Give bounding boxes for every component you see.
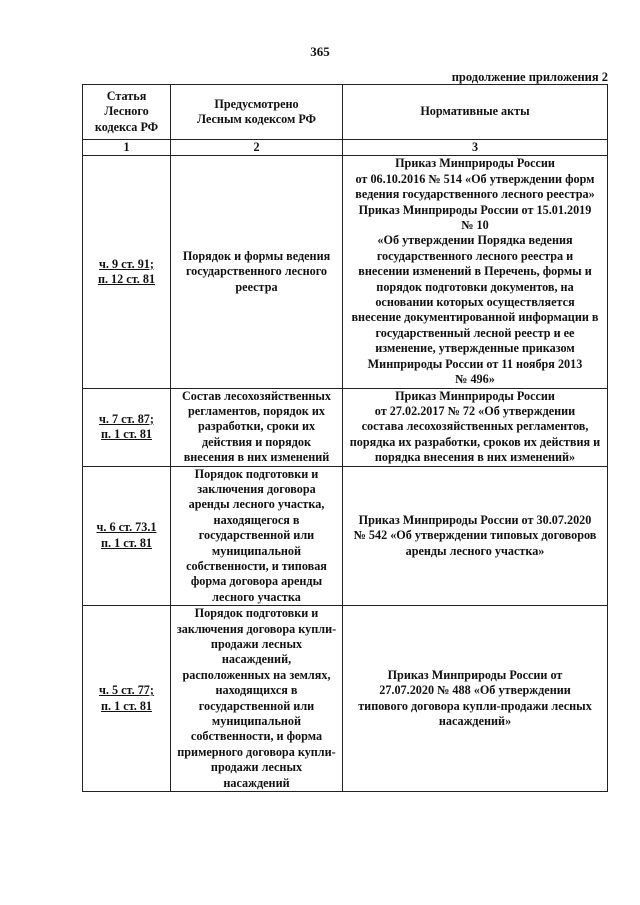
text-line: Приказ Минприроды России от 15.01.2019: [358, 202, 592, 217]
text-line: собственности, и типовая: [186, 558, 327, 573]
text-line: насаждений»: [438, 714, 512, 729]
article-link[interactable]: ч. 6 ст. 73.1: [96, 520, 157, 535]
text-line: Приказ Минприроды России от 30.07.2020: [358, 512, 592, 527]
acts-cell: [343, 606, 608, 792]
acts-cell: [343, 388, 608, 466]
article-link[interactable]: ч. 5 ст. 77;: [99, 683, 154, 698]
text-line: заключения договора: [197, 481, 316, 496]
text-line: насаждений: [223, 775, 290, 790]
text-line: аренды лесного участка,: [188, 497, 325, 512]
article-reference[interactable]: [83, 466, 171, 606]
text-line: основании которых осуществляется: [375, 295, 575, 310]
text-line: № 496»: [455, 372, 495, 387]
text-line: муниципальной: [211, 543, 302, 558]
text-line: состава лесохозяйственных регламентов,: [361, 419, 589, 434]
acts-cell: [343, 466, 608, 606]
text-line: государственной или: [198, 698, 315, 713]
article-link[interactable]: ч. 7 ст. 87;: [99, 411, 154, 426]
text-line: насаждений,: [221, 652, 292, 667]
text-line: кодекса РФ: [94, 119, 159, 134]
text-line: порядок подготовки документов, на: [376, 279, 574, 294]
text-line: примерного договора купли-: [177, 744, 336, 759]
article-link[interactable]: п. 1 ст. 81: [100, 535, 153, 550]
text-line: Лесным кодексом РФ: [196, 112, 317, 126]
text-line: Порядок подготовки и: [194, 606, 319, 621]
text-line: государственного лесного: [185, 264, 328, 279]
text-line: государственный лесной реестр и ее: [375, 325, 575, 340]
text-line: Предусмотрено: [214, 96, 299, 111]
text-line: № 10: [461, 218, 489, 233]
provision-cell: [171, 606, 343, 792]
column-number: 3: [343, 140, 608, 156]
text-line: форма договора аренды: [190, 574, 323, 589]
text-line: находящихся в: [215, 683, 298, 698]
text-line: Порядок подготовки и: [194, 466, 319, 481]
table-row: [83, 388, 608, 466]
text-line: изменение, утвержденные приказом: [375, 341, 575, 356]
text-line: реестра: [235, 279, 278, 294]
text-line: заключения договора купли-: [176, 621, 337, 636]
text-line: действия и порядок: [201, 434, 312, 449]
provision-cell: [171, 466, 343, 606]
text-line: муниципальной: [211, 714, 302, 729]
continuation-note: продолжение приложения 2: [451, 70, 608, 84]
normative-acts-table: [82, 84, 608, 792]
article-link[interactable]: ч. 9 ст. 91;: [99, 256, 154, 271]
text-line: 27.07.2020 № 488 «Об утверждении: [379, 683, 571, 698]
text-line: аренды лесного участка»: [405, 543, 545, 558]
text-line: Нормативные акты: [420, 104, 530, 119]
header-article: [83, 85, 171, 140]
text-line: собственности, и форма: [190, 729, 323, 744]
article-reference[interactable]: [83, 606, 171, 792]
text-line: разработки, сроки их: [197, 419, 316, 434]
text-line: типового договора купли-продажи лесных: [358, 698, 592, 713]
provision-cell: [171, 388, 343, 466]
text-line: государственной или: [198, 528, 315, 543]
text-line: внесении изменений в Перечень, формы и: [358, 264, 592, 279]
text-line: ведения государственного лесного реестра»: [355, 187, 595, 202]
column-number: 2: [171, 140, 343, 156]
header-row: [83, 85, 608, 140]
header-acts: [343, 85, 608, 140]
text-line: «Об утверждении Порядка ведения: [377, 233, 573, 248]
table-row: [83, 156, 608, 388]
text-line: № 542 «Об утверждении типовых договоров: [353, 528, 597, 543]
text-line: Лесного: [104, 104, 149, 119]
text-line: порядка внесения в них изменений»: [374, 450, 576, 465]
text-line: Состав лесохозяйственных: [181, 388, 332, 403]
text-line: продажи лесных: [210, 760, 303, 775]
text-line: находящегося в: [213, 512, 300, 527]
article-reference[interactable]: [83, 388, 171, 466]
table-row: [83, 466, 608, 606]
article-link[interactable]: п. 12 ст. 81: [97, 271, 156, 286]
text-line: Приказ Минприроды России от: [387, 667, 563, 682]
acts-cell: [343, 156, 608, 388]
text-line: регламентов, порядок их: [188, 403, 325, 418]
page-number: 365: [310, 44, 330, 59]
text-line: внесения в них изменений: [183, 450, 330, 465]
text-line: лесного участка: [212, 589, 301, 604]
text-line: Приказ Минприроды России: [395, 156, 555, 171]
text-line: порядка их разработки, сроков их действия и: [349, 434, 601, 449]
text-line: Приказ Минприроды России: [395, 388, 555, 403]
text-line: государственного лесного реестра и: [376, 248, 574, 263]
text-line: Порядок и формы ведения: [182, 248, 331, 263]
article-reference[interactable]: [83, 156, 171, 388]
text-line: расположенных на землях,: [182, 667, 331, 682]
article-link[interactable]: п. 1 ст. 81: [100, 698, 153, 713]
text-line: продажи лесных: [210, 637, 303, 651]
text-line: внесение документированной информации в: [351, 310, 599, 325]
text-line: от 06.10.2016 № 514 «Об утверждении форм: [355, 171, 595, 186]
header-provision: [171, 85, 343, 140]
table-row: [83, 606, 608, 792]
text-line: от 27.02.2017 № 72 «Об утверждении: [374, 403, 576, 418]
column-number: 1: [83, 140, 171, 156]
article-link[interactable]: п. 1 ст. 81: [100, 427, 153, 442]
text-line: Статья: [106, 88, 147, 103]
text-line: Минприроды России от 11 ноября 2013: [367, 356, 583, 371]
column-number-row: [83, 140, 608, 156]
provision-cell: [171, 156, 343, 388]
